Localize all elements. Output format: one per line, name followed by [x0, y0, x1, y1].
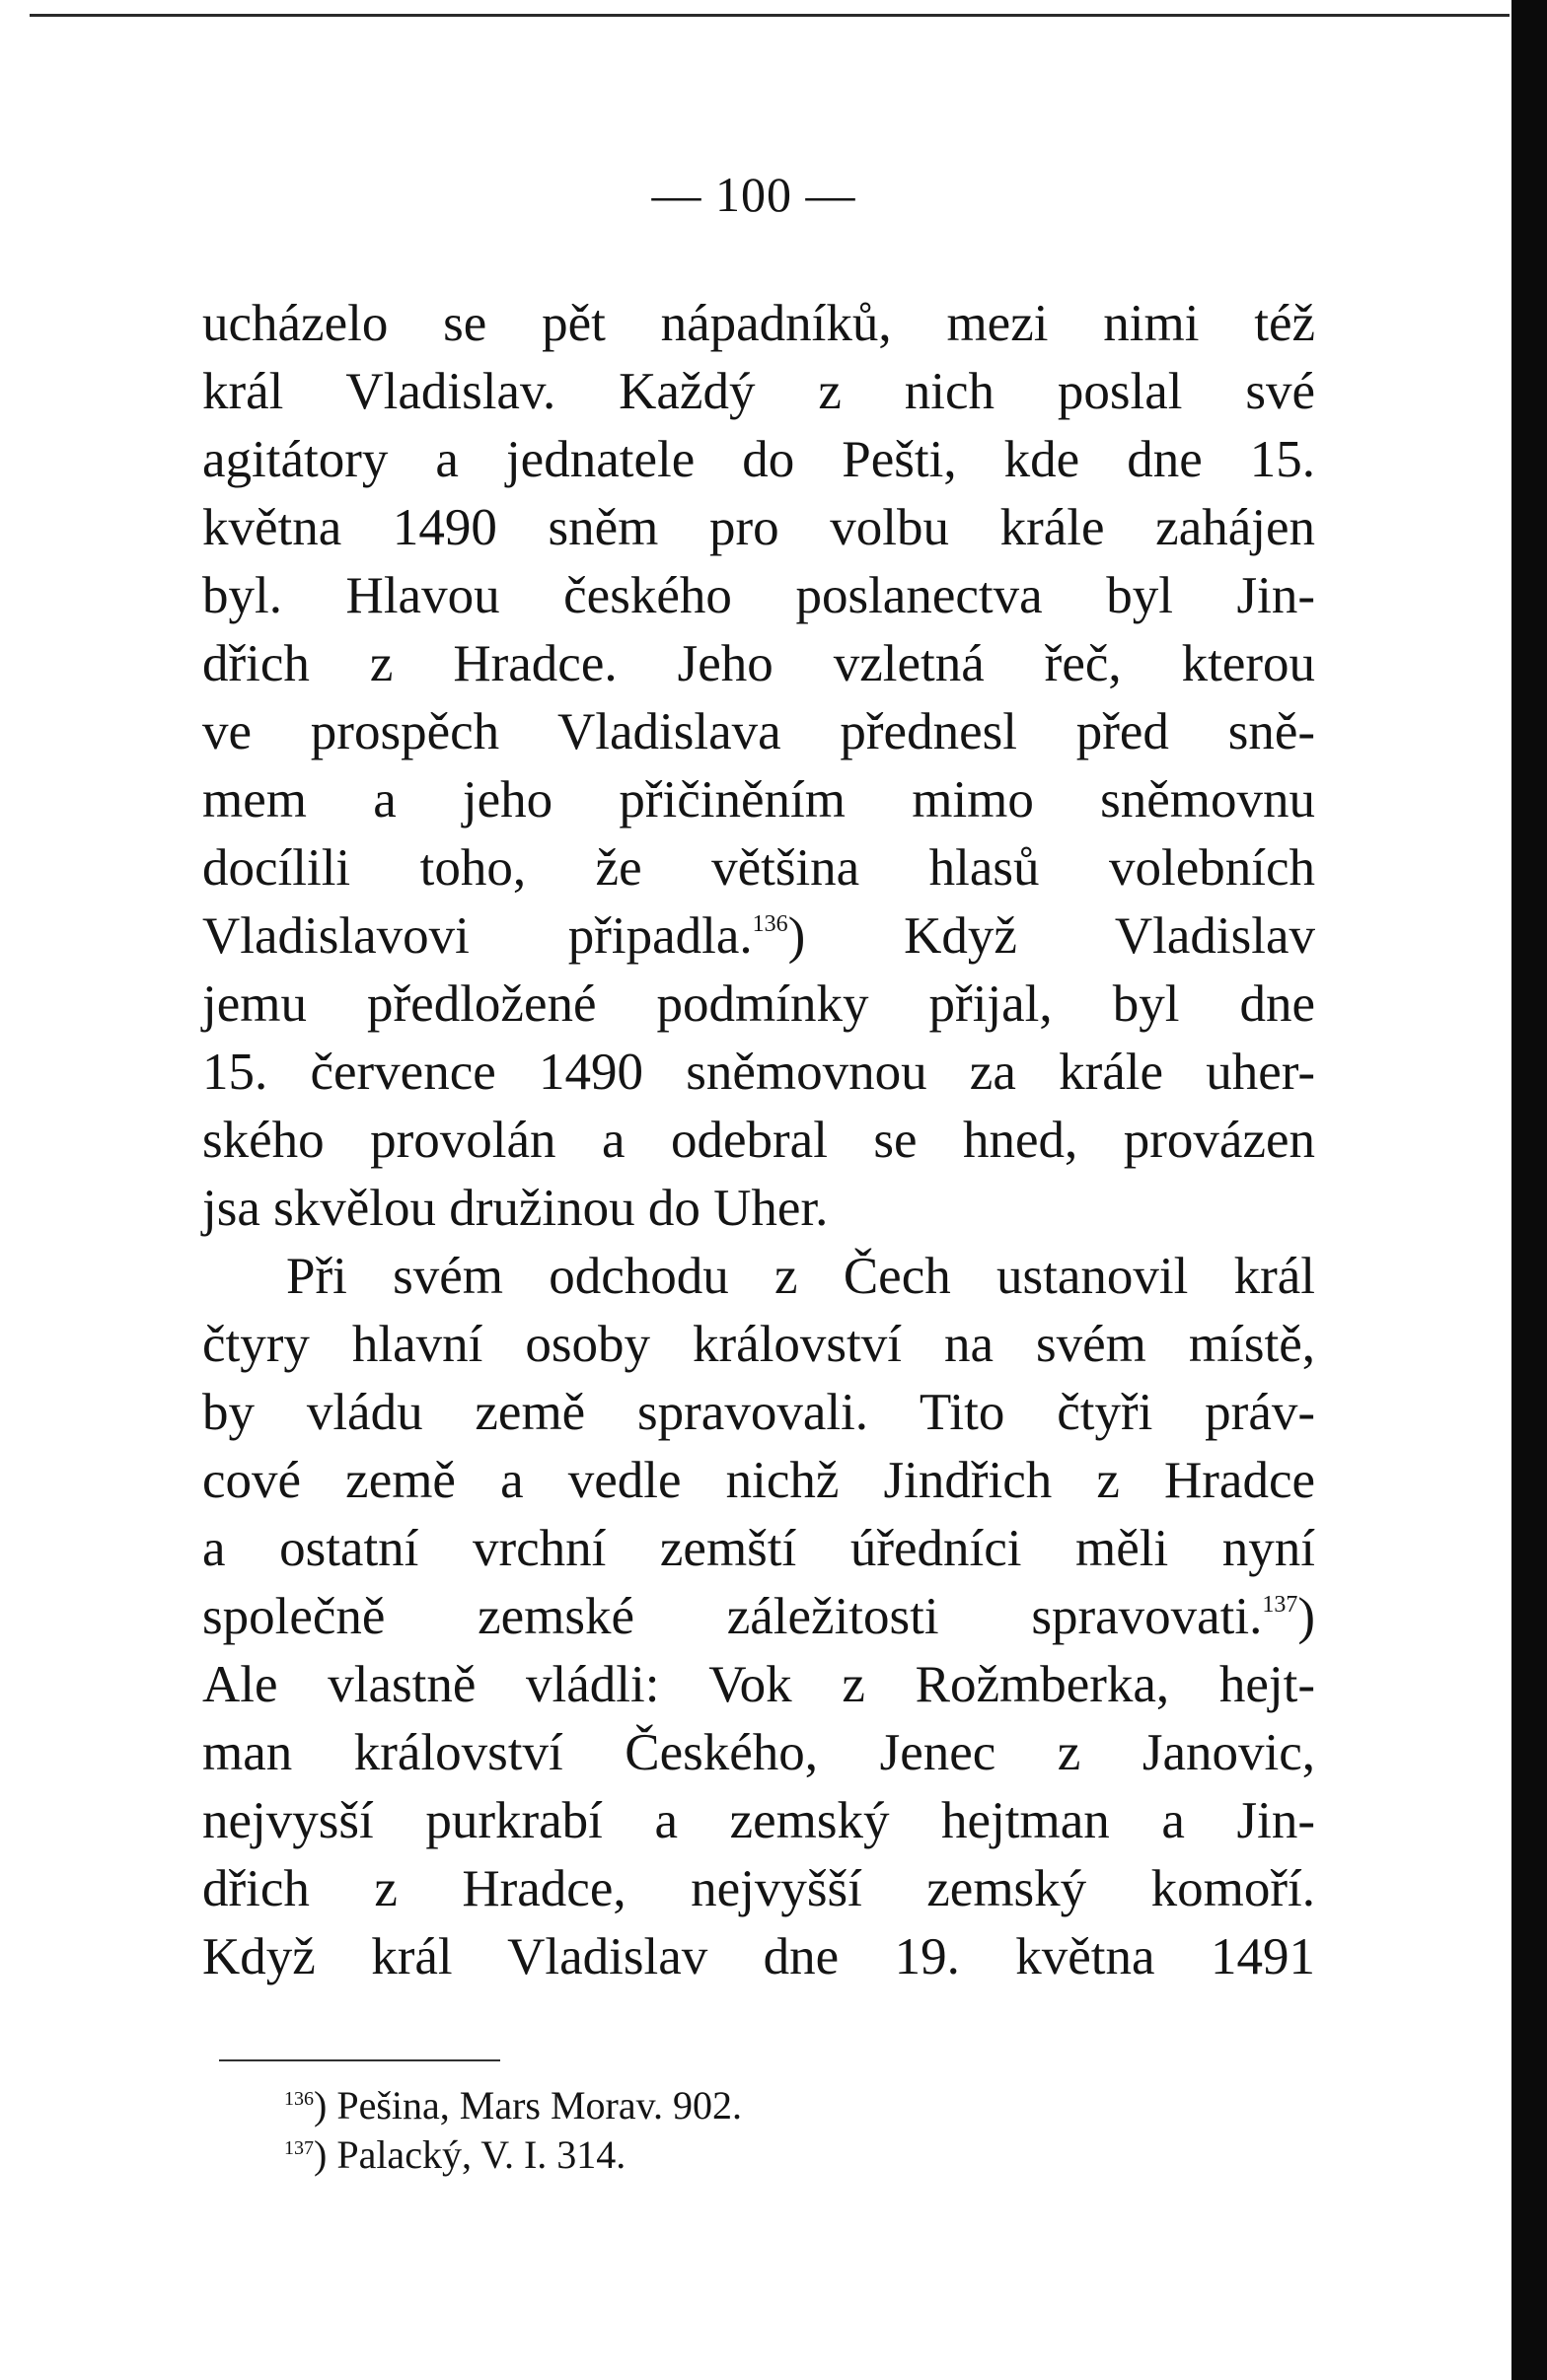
footnote-separator — [219, 2059, 500, 2061]
text-line: ve prospěch Vladislava přednesl před sně- — [202, 703, 1315, 760]
text-line: mem a jeho přičiněním mimo sněmovnu — [202, 771, 1315, 829]
footnote: $^{137}$) Palacký, V. I. 314. — [284, 2132, 626, 2177]
text-line: agitátory a jednatele do Pešti, kde dne 15. — [202, 431, 1315, 488]
text-line: společně zemské záležitosti spravovati.$^{137}$) — [202, 1588, 1315, 1645]
text-line: Vladislavovi připadla.$^{136}$) Když Vladislav — [202, 907, 1315, 965]
text-line: 15. července 1490 sněmovnou za krále uher- — [202, 1044, 1315, 1101]
page-spine-edge — [1511, 0, 1547, 2380]
footnotes — [284, 2081, 1172, 2180]
page-top-edge — [30, 14, 1510, 17]
text-line: nejvysší purkrabí a zemský hejtman a Jin- — [202, 1792, 1315, 1849]
text-line: by vládu země spravovali. Tito čtyři práv- — [202, 1384, 1315, 1441]
footnote-mark: 137 — [284, 2137, 314, 2159]
text-line: a ostatní vrchní zemští úředníci měli nyní — [202, 1520, 1315, 1577]
text-line: jemu předložené podmínky přijal, byl dne — [202, 975, 1315, 1033]
text-line: čtyry hlavní osoby království na svém místě, — [202, 1316, 1315, 1373]
text-line: dřich z Hradce, nejvyšší zemský komoří. — [202, 1860, 1315, 1917]
text-line: man království Českého, Jenec z Janovic, — [202, 1724, 1315, 1781]
text-line: Když král Vladislav dne 19. května 1491 — [202, 1928, 1315, 1985]
text-line: Ale vlastně vládli: Vok z Rožmberka, hejt- — [202, 1656, 1315, 1713]
footnote-reference: 137 — [1262, 1592, 1298, 1618]
footnote-mark: 136 — [284, 2088, 314, 2110]
text-line: ucházelo se pět nápadníků, mezi nimi též — [202, 295, 1315, 352]
paragraph-start-line: Při svém odchodu z Čech ustanovil král — [286, 1248, 1315, 1305]
text-line: dřich z Hradce. Jeho vzletná řeč, kterou — [202, 635, 1315, 692]
body-text — [202, 290, 1315, 1991]
footnote: $^{136}$) Pešina, Mars Morav. 902. — [284, 2083, 743, 2128]
text-line: jsa skvělou družinou do Uher. — [202, 1180, 829, 1237]
text-line: cové země a vedle nichž Jindřich z Hradce — [202, 1452, 1315, 1509]
text-line: ského provolán a odebral se hned, provázen — [202, 1112, 1315, 1169]
text-line: docílili toho, že většina hlasů volebních — [202, 839, 1315, 897]
footnote-reference: 136 — [752, 911, 788, 937]
text-line: král Vladislav. Každý z nich poslal své — [202, 363, 1315, 420]
text-line: byl. Hlavou českého poslanectva byl Jin- — [202, 567, 1315, 624]
page-number: — 100 — — [651, 167, 856, 222]
text-line: května 1490 sněm pro volbu krále zahájen — [202, 499, 1315, 556]
